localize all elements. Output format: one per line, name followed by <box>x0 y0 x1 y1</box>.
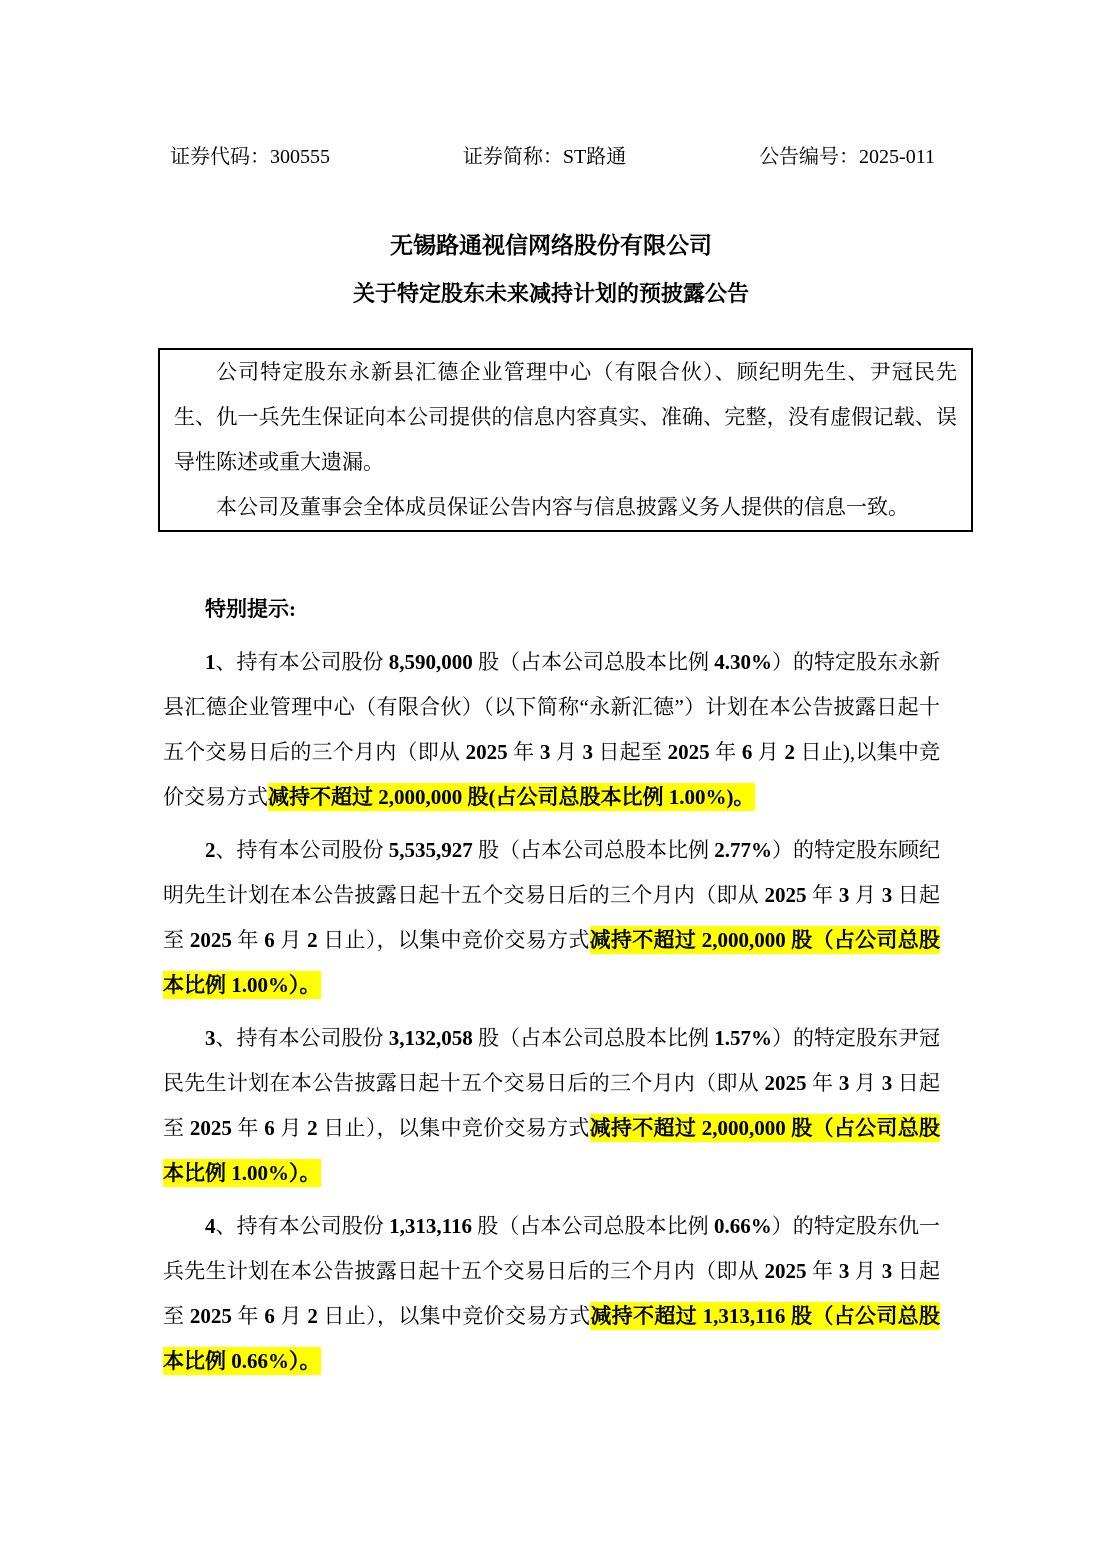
reduction-plan-item-4 <box>163 1204 940 1384</box>
announcement-subtitle: 关于特定股东未来减持计划的预披露公告 <box>352 281 749 306</box>
reduction-plan-item-1 <box>163 640 940 820</box>
shareholder-guarantee-text: 公司特定股东永新县汇德企业管理中心（有限合伙）、顾纪明先生、尹冠民先生、仇一兵先生保证向本公司提供的信息内容真实、准确、完整，没有虚假记载、误导性陈述或重大遗漏。 <box>174 360 957 474</box>
reduction-plan-item-2 <box>163 828 940 1008</box>
announcement-number: 公告编号：2025-011 <box>759 146 935 168</box>
board-guarantee-text: 本公司及董事会全体成员保证公告内容与信息披露义务人提供的信息一致。 <box>216 495 909 519</box>
reduction-plan-item-3 <box>163 1016 940 1196</box>
item-1-text: 1、持有本公司股份 8,590,000 股（占本公司总股本比例 4.30%）的特定股东永新县汇德企业管理中心（有限合伙）（以下简称“永新汇德”）计划在本公告披露日起十五个交易日后的三个月内（即从 2025 年 3 月 3 日起至 2025 年 6 月 2 日止),以集中竞价交易方式 <box>163 650 941 809</box>
item-2-highlight: 减持不超过 2,000,000 股（占公司总股本比例 1.00%）。 <box>163 928 941 997</box>
document-header <box>0 0 1102 171</box>
stock-code: 证券代码：300555 <box>170 146 330 168</box>
guarantee-statement-box <box>158 348 973 532</box>
item-1-highlight: 减持不超过 2,000,000 股(占公司总股本比例 1.00%)。 <box>268 785 755 809</box>
stock-abbr: 证券简称：ST路通 <box>462 146 627 168</box>
item-4-highlight: 减持不超过 1,313,116 股（占公司总股本比例 0.66%）。 <box>163 1304 941 1373</box>
item-4-text: 4、持有本公司股份 1,313,116 股（占本公司总股本比例 0.66%）的特定股东仇一兵先生计划在本公告披露日起十五个交易日后的三个月内（即从 2025 年 3 月 3 日起至 2025 年 6 月 2 日止），以集中竞价交易方式 <box>163 1214 941 1328</box>
company-title: 无锡路通视信网络股份有限公司 <box>390 233 712 258</box>
item-3-text: 3、持有本公司股份 3,132,058 股（占本公司总股本比例 1.57%）的特定股东尹冠民先生计划在本公告披露日起十五个交易日后的三个月内（即从 2025 年 3 月 3 日起至 2025 年 6 月 2 日止），以集中竞价交易方式 <box>163 1026 941 1140</box>
special-hint-heading: 特别提示: <box>205 597 296 621</box>
item-2-text: 2、持有本公司股份 5,535,927 股（占本公司总股本比例 2.77%）的特定股东顾纪明先生计划在本公告披露日起十五个交易日后的三个月内（即从 2025 年 3 月 3 日起至 2025 年 6 月 2 日止），以集中竞价交易方式 <box>163 838 941 952</box>
item-3-highlight: 减持不超过 2,000,000 股（占公司总股本比例 1.00%）。 <box>163 1116 941 1185</box>
